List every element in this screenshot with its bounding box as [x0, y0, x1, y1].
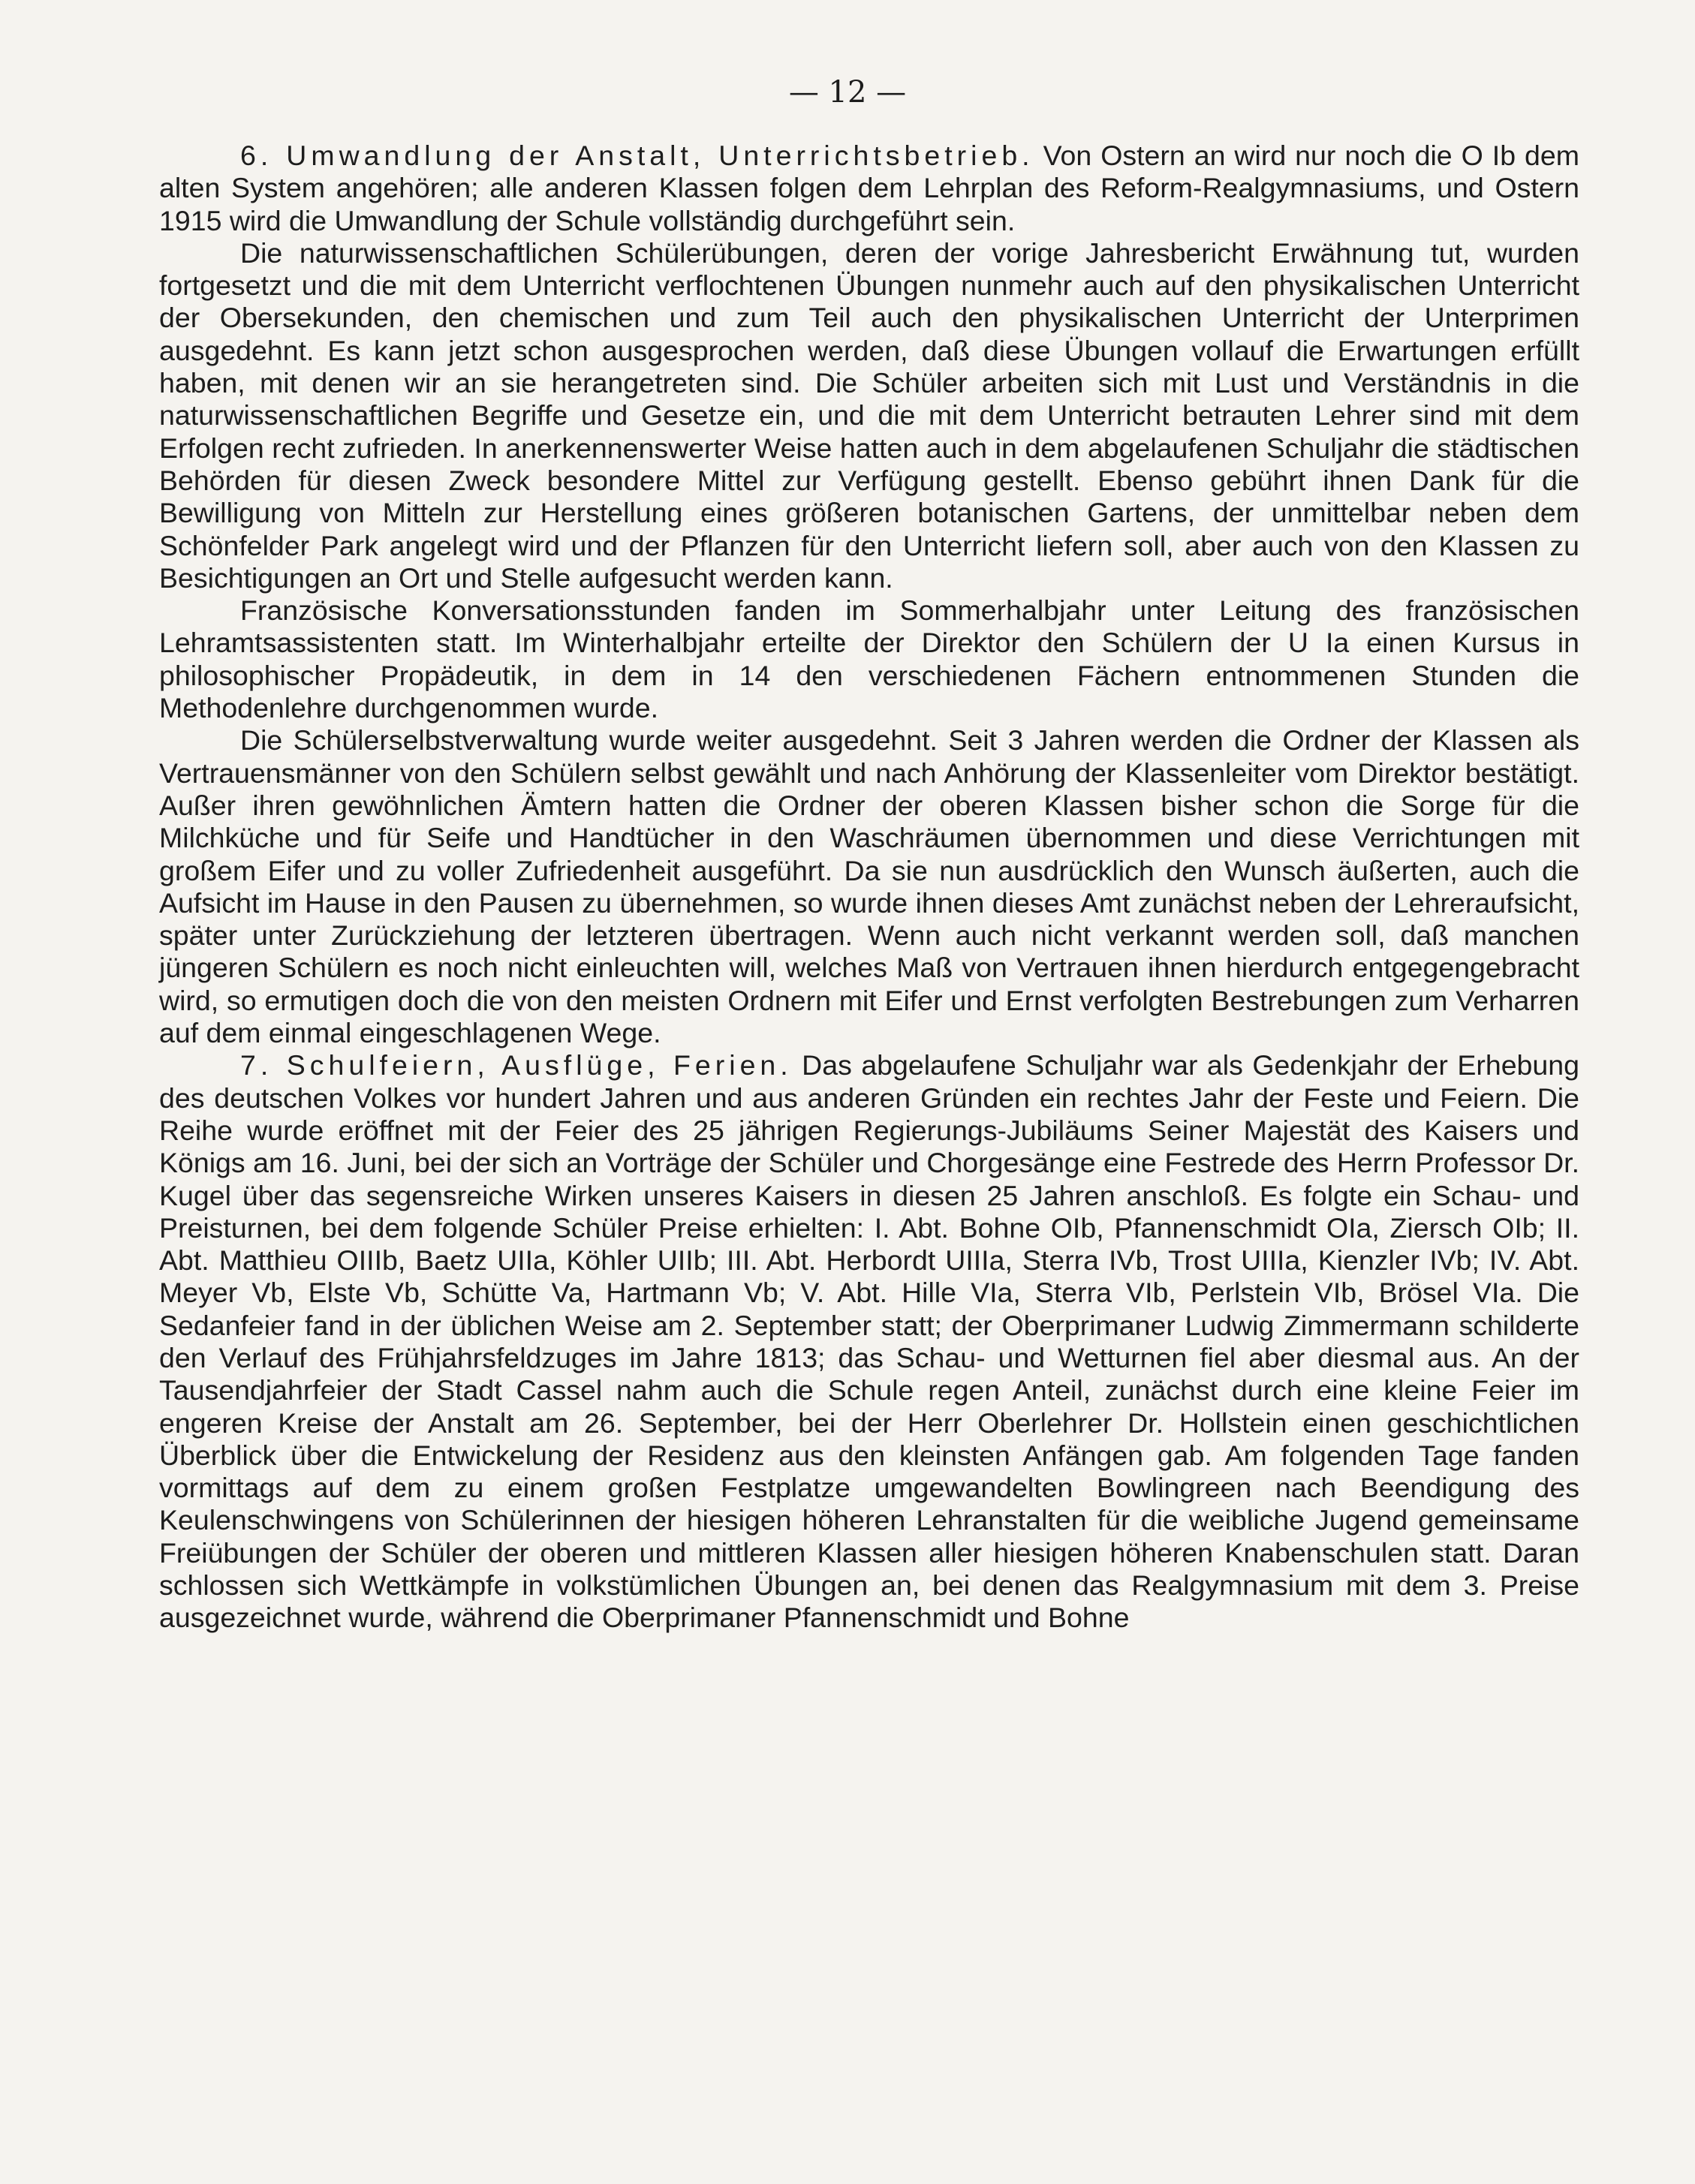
page-number: — 12 — — [788, 75, 907, 110]
paragraph-text: Die naturwissenschaftlichen Schülerübungen, deren der vorige Jahresbericht Erwähnung tut, wurden fortgesetzt und die mit dem Unterricht verflochtenen Übungen nunmehr auch auf den physikalischen Unterricht der Obersekunden, den chemischen und zum Teil auch den physikalischen Unterricht der Unterprimen ausgedehnt. Es kann jetzt schon ausgesprochen werden, daß diese Übungen vollauf die Erwartungen erfüllt haben, mit denen wir an sie herangetreten sind. Die Schüler arbeiten sich mit Lust und Verständnis in die naturwissenschaftlichen Begriffe und Gesetze ein, und die mit dem Unterricht betrauten Lehrer sind mit dem Erfolgen recht zufrieden. In anerkennenswerter Weise hatten auch in dem abgelaufenen Schuljahr die städtischen Behörden für diesen Zweck besondere Mittel zur Verfügung gestellt. Ebenso gebührt ihnen Dank für die Bewilligung von Mitteln zur Herstellung eines größeren botanischen Gartens, der unmittelbar neben dem Schönfelder Park angelegt wird und der Pflanzen für den Unterricht liefern soll, aber auch von den Klassen zu Besichtigungen an Ort und Stelle aufgesucht werden kann. — [159, 236, 1579, 594]
paragraph-text: Französische Konversationsstunden fanden im Sommerhalbjahr unter Leitung des französischen Lehramtsassistenten statt. Im Winterhalbjahr erteilte der Direktor den Schülern der U Ia einen Kursus in philosophischer Propädeutik, in dem in 14 den verschiedenen Fächern entnommenen Stunden die Methodenlehre durchgenommen wurde. — [159, 594, 1579, 724]
paragraph-selbstverwaltung — [159, 724, 1579, 1049]
paragraph-text: Die Schülerselbstverwaltung wurde weiter ausgedehnt. Seit 3 Jahren werden die Ordner der Klassen als Vertrauensmänner von den Schülern selbst gewählt und nach Anhörung der Klassenleiter vom Direktor bestätigt. Außer ihren gewöhnlichen Ämtern hatten die Ordner der oberen Klassen bisher schon die Sorge für die Milchküche und für Seife und Handtücher in den Waschräumen übernommen und diese Verrichtungen mit großem Eifer und zu voller Zufriedenheit ausgeführt. Da sie nun ausdrücklich den Wunsch äußerten, auch die Aufsicht im Hause in den Pausen zu übernehmen, so wurde ihnen dieses Amt zunächst neben der Lehreraufsicht, später unter Zurückziehung der letzteren übertragen. Wenn auch nicht verkannt werden soll, daß manchen jüngeren Schülern es noch nicht einleuchten will, welches Maß von Vertrauen ihnen hierdurch entgegengebracht wird, so ermutigen doch die von den meisten Ordnern mit Eifer und Ernst verfolgten Bestrebungen zum Verharren auf dem einmal eingeschlagenen Wege. — [159, 724, 1579, 1049]
paragraph-konversationsstunden — [159, 594, 1579, 724]
paragraph-schulfeiern — [159, 1049, 1579, 1634]
paragraph-umwandlung — [159, 140, 1579, 237]
paragraph-text: Das abgelaufene Schuljahr war als Gedenkjahr der Erhebung des deutschen Volkes vor hundert Jahren und aus anderen Gründen ein rechtes Jahr der Feste und Feiern. Die Reihe wurde eröffnet mit der Feier des 25 jährigen Regierungs-Jubiläums Seiner Majestät des Kaisers und Königs am 16. Juni, bei der sich an Vorträge der Schüler und Chorgesänge eine Festrede des Herrn Professor Dr. Kugel über das segensreiche Wirken unseres Kaisers in diesen 25 Jahren anschloß. Es folgte ein Schau- und Preisturnen, bei dem folgende Schüler Preise erhielten: I. Abt. Bohne OIb, Pfannenschmidt OIa, Ziersch OIb; II. Abt. Matthieu OIIIb, Baetz UIIa, Köhler UIIb; III. Abt. Herbordt UIIIa, Sterra IVb, Trost UIIIa, Kienzler IVb; IV. Abt. Meyer Vb, Elste Vb, Schütte Va, Hartmann Vb; V. Abt. Hille VIa, Sterra VIb, Perlstein VIb, Brösel VIa. Die Sedanfeier fand in der üblichen Weise am 2. September statt; der Oberprimaner Ludwig Zimmermann schilderte den Verlauf des Frühjahrsfeldzuges im Jahre 1813; das Schau- und Wetturnen fiel aber diesmal aus. An der Tausendjahrfeier der Stadt Cassel nahm auch die Schule regen Anteil, zunächst durch eine kleine Feier im engeren Kreise der Anstalt am 26. September, bei der Herr Oberlehrer Dr. Hollstein einen geschichtlichen Überblick über die Entwickelung der Residenz aus den kleinsten Anfängen gab. Am folgenden Tage fanden vormittags auf dem zu einem großen Festplatze umgewandelten Bowlingreen nach Beendigung des Keulenschwingens von Schülerinnen der hiesigen höheren Lehranstalten für die weibliche Jugend gemeinsame Freiübungen der Schüler der oberen und mittleren Klassen aller hiesigen höheren Knabenschulen statt. Daran schlossen sich Wettkämpfe in volkstümlichen Übungen an, bei denen das Realgymnasium mit dem 3. Preise ausgezeichnet wurde, während die Oberprimaner Pfannenschmidt und Bohne — [159, 1049, 1579, 1634]
body-text — [159, 140, 1579, 1635]
section-heading: 6. Umwandlung der Anstalt, Unterrichtsbetrieb. — [240, 140, 1034, 171]
section-heading: 7. Schulfeiern, Ausflüge, Ferien. — [240, 1049, 793, 1081]
paragraph-schuleruebungen — [159, 237, 1579, 594]
paragraph-text: Von Ostern an wird nur noch die O Ib dem alten System angehören; alle anderen Klassen folgen dem Lehrplan des Reform-Realgymnasiums, und Ostern 1915 wird die Umwandlung der Schule vollständig durchgeführt sein. — [159, 140, 1579, 236]
